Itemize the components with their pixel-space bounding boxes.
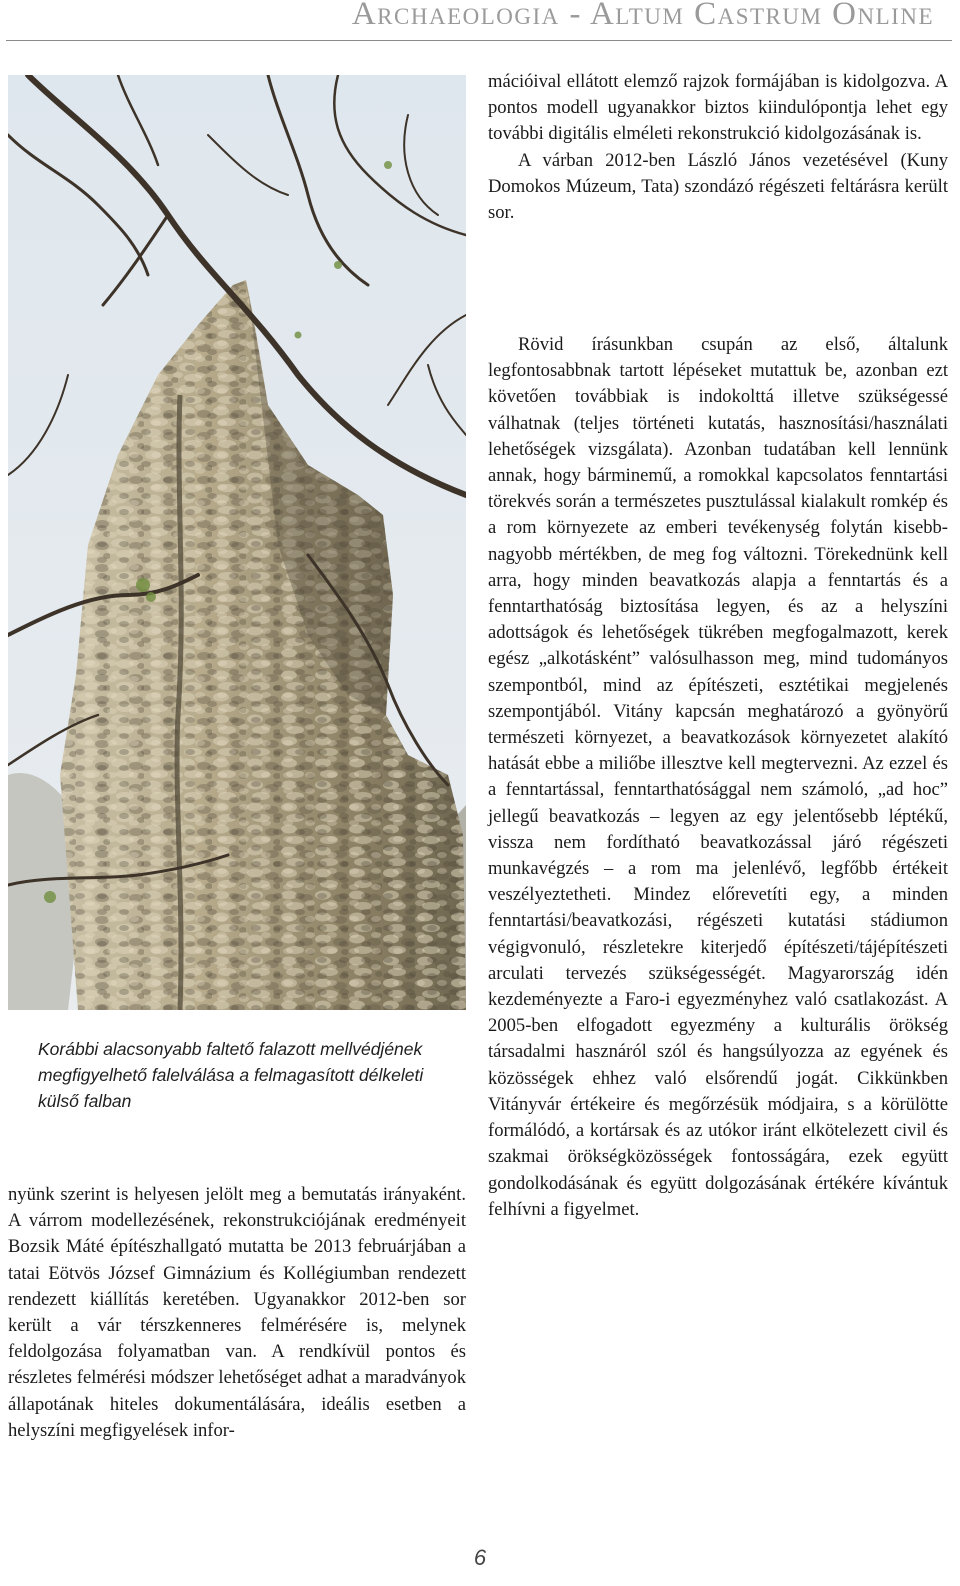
- left-text-column: [8, 1182, 466, 1444]
- ruin-wall-illustration: [8, 75, 466, 1010]
- right-text-column-main: [488, 332, 948, 1223]
- figure-caption: Korábbi alacsonyabb faltető falazott mellvédjének megfigyelhető falelválása a felmagasított délkeleti külső falban: [38, 1039, 424, 1111]
- journal-title: Archaeologia - Altum Castrum Online: [351, 0, 934, 32]
- ruin-wall-photo: [8, 75, 466, 1010]
- right-paragraph-3: Rövid írásunkban csupán az első, általunk legfontosabbnak tartott lépéseket mutattuk be, azonban ezt követően továbbiak is indokolttá illetve szükségessé válhatnak (teljes történeti kutatás, hasznosítási/használati lehetőségek vizsgálata). Azonban tudatában kell lennünk annak, hogy bárminemű, a romokkal kapcsolatos fenntartási törekvés során a természetes pusztulással kialakult romkép és a rom környezete az emberi tevékenység folytán kisebb-nagyobb mértékben, de meg fog változni. Törekednünk kell arra, hogy minden beavatkozás alapja a fenntartás és a fenntarthatóság biztosítása legyen, és az a helyszíni adottságok és lehetőségek tükrében megfogalmazott, kerek egész „alkotásként” valósulhasson meg, mind tudományos szempontból, mind az építészeti, esztétikai megjelenés szempontjából. Vitány kapcsán meghatározó a gyönyörű természeti környezet, a beavatkozások környezetet alakító hatását ebbe a miliőbe illesztve kell megtervezni. Az ezzel és a fenntartással, fenntarthatósággal nem számoló, „ad hoc” jellegű beavatkozás – legyen az egy jelentősebb léptékű, vissza nem fordítható beavatkozással járó régészeti munkavégzés – a rom ma jelenlévő, legfőbb értékeit veszélyeztetheti. Mindez előrevetíti egy, a minden fenntartási/beavatkozási, régészeti kutatási stádiumon végigvonuló, részletekre kiterjedő építészeti/tájépítészeti arculati tervezés szükségességét. Magyarország idén kezdeményezte a Faro-i egyezményhez való csatlakozást. A 2005-ben elfogadott egyezmény a kulturális örökség társadalmi hasznáról szól és hangsúlyozza az egyének és közösségek ehhez való elsőrendű jogát. Cikkünkben Vitányvár értékeire és megőrzésük módjaira, s a körülötte formálódó, a kortársak és az utókor iránt elkötelezett civil és szakmai örökségközösségek fontosságára, ezek együtt gondolkodásának és együtt dolgozásának értékére kívántuk felhívni a figyelmet.: [488, 334, 948, 1220]
- running-header: [0, 0, 960, 40]
- right-paragraph-2: A várban 2012-ben László János vezetésével (Kuny Domokos Múzeum, Tata) szondázó régészeti feltárásra került sor.: [488, 149, 948, 224]
- right-paragraph-1: mációival ellátott elemző rajzok formájában is kidolgozva. A pontos modell ugyanakkor biztos kiindulópontja lehet egy további digitális elméleti rekonstrukció kidolgozásának is.: [488, 71, 948, 145]
- right-text-column-top: [488, 69, 948, 226]
- header-rule: [6, 40, 952, 41]
- left-paragraph: nyünk szerint is helyesen jelölt meg a bemutatás irányaként. A várrom modellezésének, rekonstrukciójának eredményeit Bozsik Máté építészhallgató mutatta be 2013 februárjában a tatai Eötvös József Gimnázium és Kollégiumban rendezett rendezett kiállítás keretében. Ugyanakkor 2012-ben sor került a vár térszkenneres felmérésére is, melynek feldolgozása folyamatban van. A rendkívül pontos és részletes felmérési módszer lehetőséget adhat a maradványok állapotának hiteles dokumentálására, ideális esetben a helyszíni megfigyelések infor-: [8, 1184, 466, 1441]
- page-number: 6: [473, 1545, 487, 1570]
